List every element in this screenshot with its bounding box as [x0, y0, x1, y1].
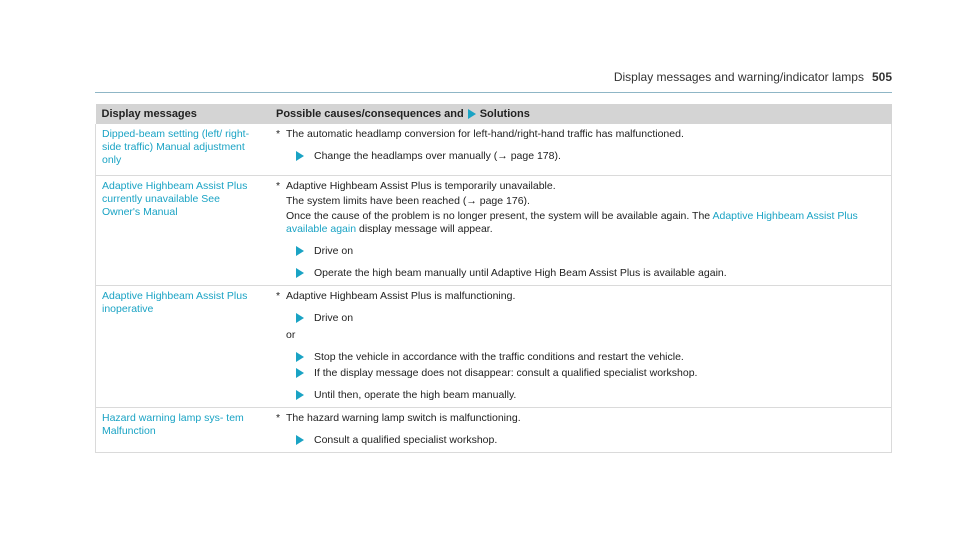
arrow-icon: [296, 352, 304, 362]
step-text: Drive on: [314, 245, 354, 257]
arrow-icon: [468, 109, 476, 119]
arrow-icon: [296, 268, 304, 278]
or-text: or: [286, 329, 296, 341]
solution-cell: [266, 176, 892, 286]
page-number: 505: [871, 70, 892, 84]
table-row: [96, 408, 892, 453]
message-cell: Adaptive Highbeam Assist Plus inoperative: [96, 286, 267, 408]
header-rule: [95, 92, 892, 93]
table-header-row: [96, 104, 892, 124]
arrow-icon: [296, 313, 304, 323]
info-line: The system limits have been reached (→ page 176).: [286, 195, 530, 207]
step-text: Stop the vehicle in accordance with the traffic conditions and restart the vehicle.: [314, 351, 684, 363]
step-text: Drive on: [314, 312, 354, 324]
cause-text: The hazard warning lamp switch is malfunctioning.: [286, 412, 521, 424]
display-messages-table: [95, 104, 892, 453]
arrow-icon: [296, 246, 304, 256]
step-item: [276, 389, 885, 402]
step-item: [276, 150, 885, 163]
cause-item: [276, 290, 885, 303]
message-cell: Adaptive Highbeam Assist Plus currently unavailable See Owner's Manual: [96, 176, 267, 286]
info-text: Once the cause of the problem is no longer present, the system will be available again. The: [286, 210, 711, 222]
step-text: Operate the high beam manually until Adaptive High Beam Assist Plus is available again.: [314, 267, 727, 279]
step-item: [276, 245, 885, 258]
step-item: [276, 312, 885, 325]
col-header-causes-text: Possible causes/consequences and: [276, 107, 464, 120]
cause-item: [276, 180, 885, 193]
table-row: [96, 286, 892, 408]
step-item: [276, 267, 885, 280]
header-title: Display messages and warning/indicator lamps: [613, 70, 864, 84]
asterisk-icon: *: [276, 412, 281, 424]
solution-cell: [266, 286, 892, 408]
message-cell: Dipped-beam setting (left/ right-side traffic) Manual adjustment only: [96, 124, 267, 176]
col-header-solutions-text: Solutions: [479, 107, 530, 120]
info-text: display message will appear.: [358, 223, 493, 235]
table-row: [96, 176, 892, 286]
step-item: [276, 434, 885, 447]
arrow-icon: [296, 390, 304, 400]
message-link: Adaptive Highbeam Assist Plus available again: [286, 210, 858, 235]
asterisk-icon: *: [276, 180, 281, 192]
step-text: Change the headlamps over manually (→ page 178).: [314, 150, 561, 162]
solution-cell: [266, 408, 892, 453]
asterisk-icon: *: [276, 128, 281, 140]
arrow-icon: [296, 435, 304, 445]
col-header-messages: Display messages: [96, 104, 267, 124]
col-header-causes: [266, 104, 892, 124]
step-text: Consult a qualified specialist workshop.: [314, 434, 498, 446]
info-line: [276, 210, 885, 236]
message-cell: Hazard warning lamp sys- tem Malfunction: [96, 408, 267, 453]
solution-cell: [266, 124, 892, 176]
asterisk-icon: *: [276, 290, 281, 302]
arrow-icon: [296, 368, 304, 378]
cause-text: The automatic headlamp conversion for left-hand/right-hand traffic has malfunctioned.: [286, 128, 684, 140]
cause-text: Adaptive Highbeam Assist Plus is temporarily unavailable.: [286, 180, 556, 192]
cause-item: [276, 128, 885, 141]
step-text: If the display message does not disappear: consult a qualified specialist workshop.: [314, 367, 698, 379]
step-item: [276, 367, 885, 380]
arrow-icon: [296, 151, 304, 161]
running-header: [614, 70, 892, 84]
step-text: Until then, operate the high beam manually.: [314, 389, 517, 401]
step-item: [276, 351, 885, 364]
cause-item: [276, 412, 885, 425]
table-row: [96, 124, 892, 176]
cause-text: Adaptive Highbeam Assist Plus is malfunctioning.: [286, 290, 516, 302]
